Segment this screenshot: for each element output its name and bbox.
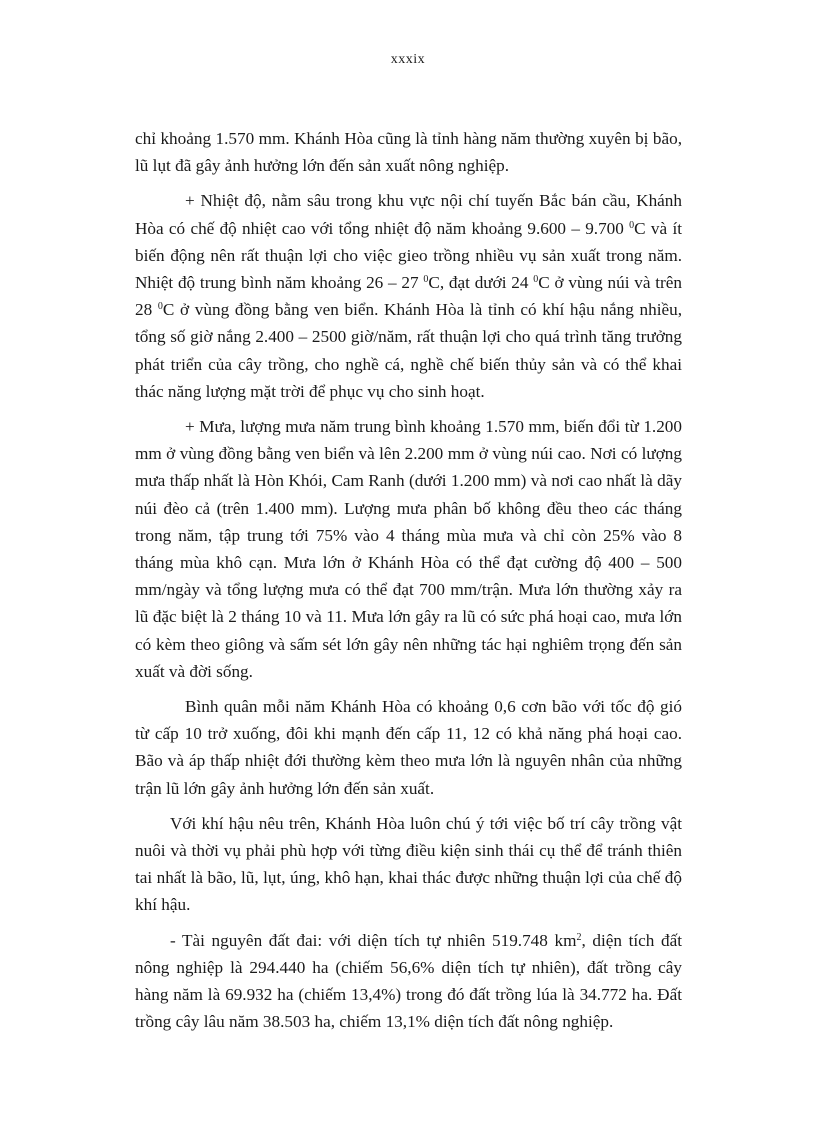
page-number: xxxix	[390, 52, 426, 67]
paragraph-rain-summary: chỉ khoảng 1.570 mm. Khánh Hòa cũng là tỉnh hàng năm thường xuyên bị bão, lũ lụt đã gây ảnh hưởng lớn đến sản xuất nông nghiệp.	[135, 129, 682, 176]
superscript: 0	[533, 274, 539, 286]
text-run: , diện tích đất nông nghiệp là 294.440 ha (chiếm 56,6% diện tích tự nhiên), đất trồng cây hàng năm là 69.932 ha (chiếm 13,4%) trong đó đất trồng lúa là 34.772 ha. Đất trồng cây lâu năm 38.503 ha, chiếm 13,1% diện tích đất nông nghiệp.	[135, 930, 682, 1032]
text-run: C ở vùng núi và trên 28	[135, 273, 682, 320]
text-run: C, đạt dưới 24	[428, 273, 534, 293]
superscript: 2	[576, 931, 582, 943]
document-body	[135, 125, 682, 1044]
paragraph-storms: Bình quân mỗi năm Khánh Hòa có khoảng 0,6 cơn bão với tốc độ gió từ cấp 10 trở xuống, đôi khi mạnh đến cấp 11, 12 có khả năng phá hoại cao. Bão và áp thấp nhiệt đới thường kèm theo mưa lớn là nguyên nhân của những trận lũ lớn gây ảnh hưởng lớn đến sản xuất.	[135, 697, 682, 798]
superscript: 0	[423, 274, 429, 286]
text-run: C và ít biến động nên rất thuận lợi cho việc gieo trồng nhiều vụ sản xuất trong năm. Nhiệt độ trung bình năm khoảng 26 – 27	[135, 218, 682, 293]
text-run: C ở vùng đồng bằng ven biển. Khánh Hòa là tỉnh có khí hậu nắng nhiều, tổng số giờ nắng 2.400 – 2500 giờ/năm, rất thuận lợi cho quá trình tăng trưởng phát triển của cây trồng, cho nghề cá, nghề chế biến thủy sản và có thể khai thác năng lượng mặt trời để phục vụ cho sinh hoạt.	[135, 300, 682, 401]
paragraph-climate-planning: Với khí hậu nêu trên, Khánh Hòa luôn chú ý tới việc bố trí cây trồng vật nuôi và thời vụ phải phù hợp với từng điều kiện sinh thái cụ thể để tránh thiên tai nhất là bão, lũ, lụt, úng, khô hạn, khai thác được những thuận lợi của chế độ khí hậu.	[135, 813, 682, 915]
superscript: 0	[629, 219, 635, 231]
paragraph-temperature	[135, 187, 682, 405]
text-run: - Tài nguyên đất đai: với diện tích tự nhiên 519.748 km	[170, 930, 577, 950]
paragraph-rainfall: + Mưa, lượng mưa năm trung bình khoảng 1.570 mm, biến đổi từ 1.200 mm ở vùng đồng bằng ven biển và lên 2.200 mm ở vùng núi cao. Nơi có lượng mưa thấp nhất là Hòn Khói, Cam Ranh (dưới 1.200 mm) và nơi cao nhất là dãy núi đèo cả (trên 1.400 mm). Lượng mưa phân bố không đều theo các tháng trong năm, tập trung tới 75% vào 4 tháng mùa mưa và chỉ còn 25% vào 8 tháng mùa khô cạn. Mưa lớn ở Khánh Hòa có thể đạt cường độ 400 – 500 mm/ngày và tổng lượng mưa có thể đạt 700 mm/trận. Mưa lớn thường xảy ra lũ đặc biệt là 2 tháng 10 và 11. Mưa lớn gây ra lũ có sức phá hoại cao, mưa lớn có kèm theo giông và sấm sét lớn gây nên những tác hại nghiêm trọng đến sản xuất và đời sống.	[135, 417, 682, 681]
paragraph-land-resources	[135, 927, 682, 1036]
superscript: 0	[157, 301, 163, 313]
text-run: + Nhiệt độ, nằm sâu trong khu vực nội chí tuyến Bắc bán cầu, Khánh Hòa có chế độ nhiệt cao với tổng nhiệt độ năm khoảng 9.600 – 9.700	[135, 191, 682, 238]
